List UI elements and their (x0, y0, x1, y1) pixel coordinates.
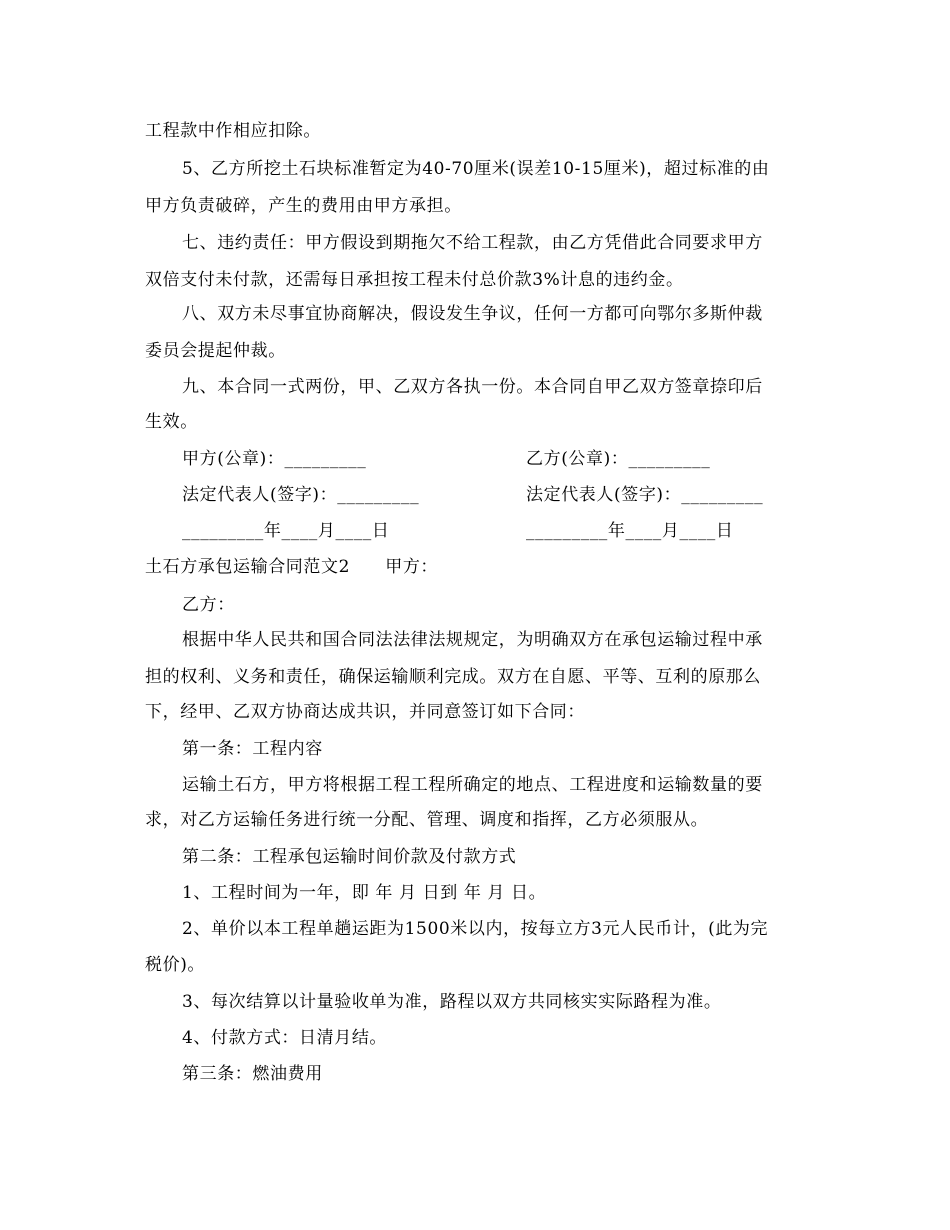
text-line: 七、违约责任：甲方假设到期拖欠不给工程款，由乙方凭借此合同要求甲方 (182, 233, 763, 253)
party-b-label: 乙方： (182, 595, 235, 615)
text-line: 下，经甲、乙双方协商达成共识，并同意签订如下合同： (145, 702, 585, 722)
text-line: 运输土石方，甲方将根据工程工程所确定的地点、工程进度和运输数量的要 (182, 775, 763, 795)
section-title: 土石方承包运输合同范文2 甲方： (145, 557, 439, 577)
party-b-date: _________年____月____日 (526, 521, 734, 541)
text-line: 5、乙方所挖土石块标准暂定为40-70厘米(误差10-15厘米)，超过标准的由 (182, 159, 770, 179)
text-line: 求，对乙方运输任务进行统一分配、管理、调度和指挥，乙方必须服从。 (145, 810, 709, 830)
party-a-date: _________年____月____日 (182, 521, 390, 541)
text-line: 九、本合同一式两份，甲、乙双方各执一份。本合同自甲乙双方签章捺印后 (182, 377, 763, 397)
text-line: 1、工程时间为一年，即 年 月 日到 年 月 日。 (182, 883, 547, 903)
text-line: 双倍支付未付款，还需每日承担按工程未付总价款3%计息的违约金。 (145, 270, 684, 290)
clause-heading: 第三条：燃油费用 (182, 1064, 323, 1084)
text-line: 2、单价以本工程单趟运距为1500米以内，按每立方3元人民币计，(此为完 (182, 919, 769, 939)
clause-heading: 第二条：工程承包运输时间价款及付款方式 (182, 847, 517, 867)
text-line: 担的权利、义务和责任，确保运输顺利完成。双方在自愿、平等、互利的原那么 (145, 667, 761, 687)
clause-heading: 第一条：工程内容 (182, 739, 323, 759)
party-b-seal: 乙方(公章)：_________ (526, 449, 711, 469)
text-line: 工程款中作相应扣除。 (145, 121, 321, 141)
text-line: 八、双方未尽事宜协商解决，假设发生争议，任何一方都可向鄂尔多斯仲裁 (182, 304, 763, 324)
text-line: 税价)。 (145, 955, 206, 975)
party-b-representative: 法定代表人(签字)：_________ (526, 485, 764, 505)
party-a-representative: 法定代表人(签字)：_________ (182, 485, 420, 505)
text-line: 委员会提起仲裁。 (145, 341, 286, 361)
text-line: 3、每次结算以计量验收单为准，路程以双方共同核实实际路程为准。 (182, 992, 722, 1012)
text-line: 根据中华人民共和国合同法法律法规规定，为明确双方在承包运输过程中承 (182, 630, 763, 650)
party-a-seal: 甲方(公章)：_________ (182, 449, 367, 469)
text-line: 甲方负责破碎，产生的费用由甲方承担。 (145, 196, 462, 216)
text-line: 生效。 (145, 412, 198, 432)
text-line: 4、付款方式：日清月结。 (182, 1028, 388, 1048)
